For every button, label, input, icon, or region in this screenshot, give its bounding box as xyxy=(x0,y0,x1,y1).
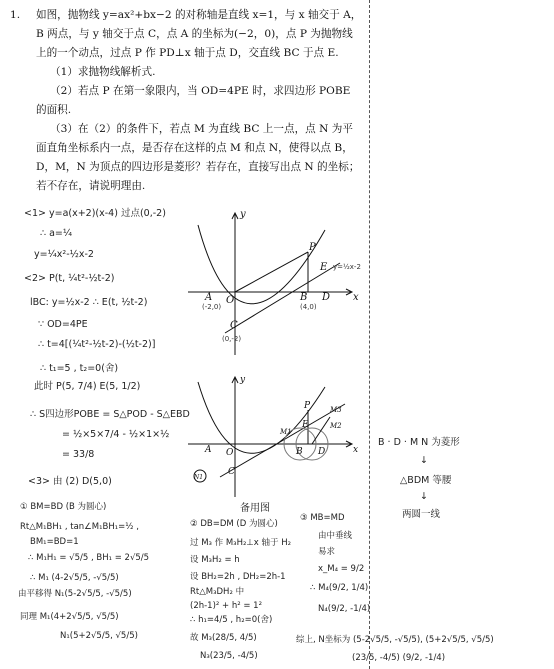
label-y-2: y xyxy=(240,375,246,385)
note-a: (-2,0) xyxy=(202,303,222,311)
hw-line: ∴ S四边形POBE = S△POD - S△EBD xyxy=(30,409,190,420)
hw-line: <2> P(t, ¼t²-½t-2) xyxy=(24,273,115,284)
case3-line: ∴ M₄(9/2, 1/4) xyxy=(310,583,369,593)
hw-line: 此时 P(5, 7/4) E(5, 1/2) xyxy=(34,381,141,392)
case2-line: 故 M₃(28/5, 4/5) xyxy=(190,633,257,643)
line-bc-2 xyxy=(220,404,345,477)
label-m2: M2 xyxy=(330,422,342,430)
problem-part-1: （1）求抛物线解析式. xyxy=(50,66,156,78)
problem-part-2: （2）若点 P 在第一象限内，当 OD=4PE 时，求四边形 POBE 的面积. xyxy=(36,85,351,116)
label-b-2: B xyxy=(296,447,303,457)
graph-1 xyxy=(180,205,370,365)
case3-line: 易求 xyxy=(318,547,336,557)
margin-arrow: ↓ xyxy=(420,455,428,466)
label-p-2: P xyxy=(304,401,311,411)
graph-2 xyxy=(180,372,370,502)
margin-note: 两圆一线 xyxy=(402,509,441,520)
case1-line: ∴ M₁H₁ = √5/5 , BH₁ = 2√5/5 xyxy=(28,553,150,563)
case1-line: Rt△M₁BH₁ , tan∠M₁BH₁=½ , xyxy=(20,522,139,532)
case2-line: Rt△M₃DH₂ 中 xyxy=(190,587,245,597)
case3-line: 由中垂线 xyxy=(318,531,353,541)
problem-stem: 如图，抛物线 y=ax²+bx−2 的对称轴是直线 x=1，与 x 轴交于 A，B 两点，与 y 轴交于点 C，点 A 的坐标为(−2，0)，点 P 为抛物线上的一个动点，过点 P 作 PD⊥x 轴于点 D，交直线 BC 于点 E. xyxy=(36,9,362,59)
label-d-2: D xyxy=(318,447,326,457)
label-m3: M3 xyxy=(330,406,342,414)
case1-line: 同理 M₁(4+2√5/5, √5/5) xyxy=(20,612,119,622)
note-line: y=½x-2 xyxy=(333,263,361,271)
label-o-2: O xyxy=(226,448,234,458)
hw-line: ∵ OD=4PE xyxy=(38,319,88,330)
label-x-2: x xyxy=(353,445,359,455)
case2-line: 设 BH₂=2h , DH₂=2h-1 xyxy=(190,572,286,582)
case2-line: (2h-1)² + h² = 1² xyxy=(190,601,262,611)
final-answer-line: (23/5, -4/5) (9/2, -1/4) xyxy=(352,653,446,663)
spare-figure-caption: 备用图 xyxy=(240,503,270,514)
label-x: x xyxy=(353,292,359,303)
hw-line: ∴ t=4[(¼t²-½t-2)-(½t-2)] xyxy=(38,339,156,350)
hw-line: = 33/8 xyxy=(62,449,95,460)
note-c: (0,-2) xyxy=(222,335,242,343)
case2-line: 设 M₃H₂ = h xyxy=(190,555,240,565)
label-e: E xyxy=(320,262,328,273)
case3-line: N₄(9/2, -1/4) xyxy=(318,604,371,614)
hw-line: y=¼x²-½x-2 xyxy=(34,249,94,260)
label-n1: N1 xyxy=(194,474,204,481)
label-c-2: C xyxy=(228,467,235,477)
problem-block xyxy=(10,6,362,196)
parabola-2 xyxy=(198,382,325,453)
label-d: D xyxy=(322,292,331,303)
label-p: P xyxy=(309,242,316,253)
label-c: C xyxy=(230,320,238,331)
case1-line: N₁(5+2√5/5, √5/5) xyxy=(60,631,138,641)
hw-line: <3> 由 (2) D(5,0) xyxy=(28,476,112,487)
case2-line: ② DB=DM (D 为圆心) xyxy=(190,519,278,529)
case2-line: 过 M₃ 作 M₃H₂⊥x 轴于 H₂ xyxy=(190,538,292,548)
label-e-2: E xyxy=(302,420,309,430)
label-y: y xyxy=(240,209,246,220)
case1-line: ① BM=BD (B 为圆心) xyxy=(20,502,107,512)
case1-line: ∴ M₁ (4-2√5/5, -√5/5) xyxy=(30,573,119,583)
label-a-2: A xyxy=(205,445,212,455)
label-m1: M1 xyxy=(280,428,292,436)
final-answer-line: 综上, N坐标为 (5-2√5/5, -√5/5), (5+2√5/5, √5/5) xyxy=(296,635,494,645)
problem-part-3: （3）在（2）的条件下，若点 M 为直线 BC 上一点，点 N 为平面直角坐标系内一点，是否存在这样的点 M 和点 N，使得以点 B，D，M，N 为顶点的四边形是菱形？若存在，直接写出点 N 的坐标；若不存在，请说明理由. xyxy=(36,123,360,192)
hw-line: <1> y=a(x+2)(x-4) 过点(0,-2) xyxy=(24,208,166,219)
hw-line: ∴ t₁=5 , t₂=0(舍) xyxy=(40,363,119,374)
problem-number: 1. xyxy=(10,9,21,21)
case3-line: ③ MB=MD xyxy=(300,513,345,523)
hw-line: ∴ a=¼ xyxy=(40,228,73,239)
margin-arrow: ↓ xyxy=(420,491,428,502)
case2-line: ∴ h₁=4/5 , h₂=0(舍) xyxy=(190,615,273,625)
case2-line: N₃(23/5, -4/5) xyxy=(200,651,258,661)
margin-note: B · D · M N 为菱形 xyxy=(378,437,460,448)
case3-line: x_M₄ = 9/2 xyxy=(318,564,365,574)
case1-line: 由平移得 N₁(5-2√5/5, -√5/5) xyxy=(18,589,132,599)
note-b: (4,0) xyxy=(300,303,317,311)
margin-note: △BDM 等腰 xyxy=(400,475,452,486)
case1-line: BM₁=BD=1 xyxy=(30,537,79,547)
hw-line: = ½×5×7/4 - ½×1×½ xyxy=(62,429,170,440)
label-b: B xyxy=(300,292,308,303)
hw-line: lBC: y=½x-2 ∴ E(t, ½t-2) xyxy=(30,297,148,308)
label-o: O xyxy=(226,295,235,306)
label-a: A xyxy=(205,292,213,303)
